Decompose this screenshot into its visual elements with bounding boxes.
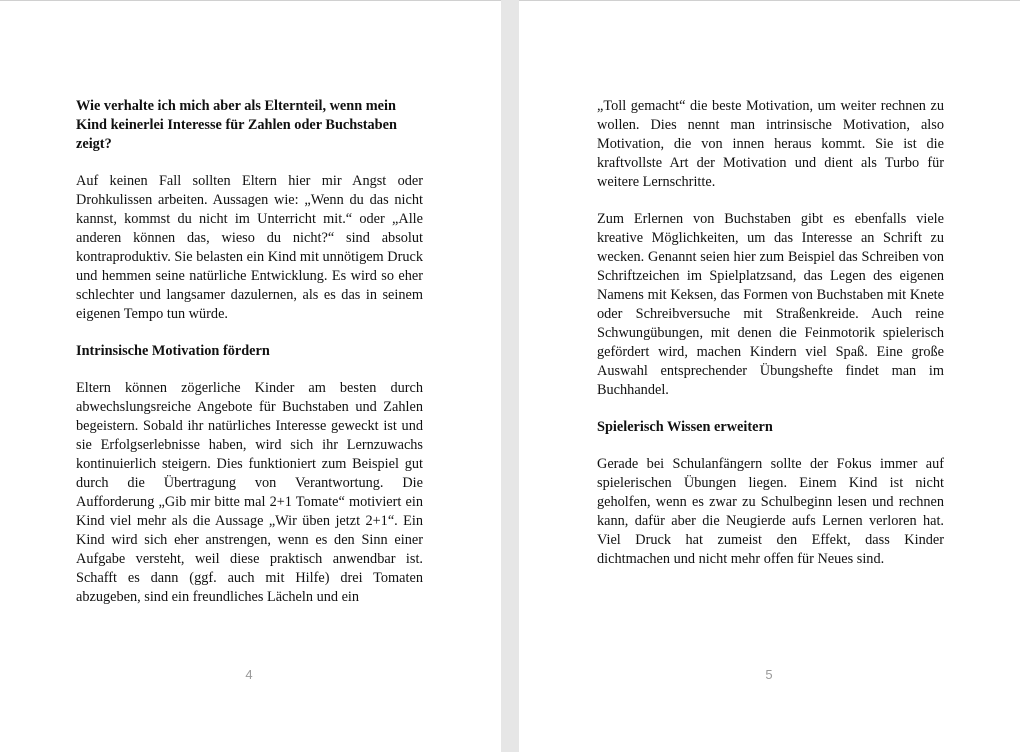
section-heading: Wie verhalte ich mich aber als Elternteil, wenn mein Kind keinerlei Interesse für Zahlen oder Buchstaben zeigt? xyxy=(76,98,397,152)
page-body xyxy=(597,97,944,569)
section-heading: Intrinsische Motivation fördern xyxy=(76,343,270,359)
document-page-left xyxy=(0,0,501,752)
body-paragraph: „Toll gemacht“ die beste Motivation, um weiter rechnen zu wollen. Dies nennt man intrinsische Motivation, also Motivation, die von innen heraus kommt. Sie ist die kraftvollste Art der Motivation und dient als Turbo für weitere Lernschritte. xyxy=(597,98,944,190)
page-body xyxy=(76,97,423,607)
body-paragraph: Zum Erlernen von Buchstaben gibt es ebenfalls viele kreative Möglichkeiten, um das Interesse an Schrift zu wecken. Genannt seien hier zum Beispiel das Schreiben von Schriftzeichen im Spielplatzsand, das Legen des eigenen Namens mit Keksen, das Formen von Buchstaben mit Knete oder Schreibversuche mit Straßenkreide. Auch reine Schwungübungen, mit denen die Feinmotorik spielerisch gefördert wird, machen Kindern viel Spaß. Eine große Auswahl entsprechender Übungshefte findet man im Buchhandel. xyxy=(597,211,944,398)
section-heading: Spielerisch Wissen erweitern xyxy=(597,419,773,435)
body-paragraph: Auf keinen Fall sollten Eltern hier mir Angst oder Drohkulissen arbeiten. Aussagen wie: „Wenn du das nicht kannst, kommst du nicht im Unterricht mit.“ oder „Alle anderen können das, wieso du nicht?“ sind absolut kontraproduktiv. Sie belasten ein Kind mit unnötigem Druck und hemmen seine natürliche Entwicklung. Es wird so eher schlechter und langsamer dazulernen, als es das in seinem eigenen Tempo tun würde. xyxy=(76,173,423,322)
page-number: 4 xyxy=(245,667,253,682)
page-number: 5 xyxy=(765,667,773,682)
body-paragraph: Gerade bei Schulanfängern sollte der Fokus immer auf spielerischen Übungen liegen. Einem Kind ist nicht geholfen, wenn es zwar zu Schulbeginn lesen und rechnen kann, dafür aber die Neugierde aufs Lernen verloren hat. Viel Druck hat zumeist den Effekt, dass Kinder dichtmachen und nicht mehr offen für Neues sind. xyxy=(597,456,944,567)
document-page-right xyxy=(519,0,1020,752)
body-paragraph: Eltern können zögerliche Kinder am besten durch abwechslungsreiche Angebote für Buchstaben und Zahlen begeistern. Sobald ihr natürliches Interesse geweckt ist und sie Erfolgserlebnisse haben, wird sich ihr Lernzuwachs kontinuierlich steigern. Dies funktioniert zum Beispiel gut durch die Übertragung von Verantwortung. Die Aufforderung „Gib mir bitte mal 2+1 Tomate“ motiviert ein Kind viel mehr als die Aussage „Wir üben jetzt 2+1“. Ein Kind wird sich eher anstrengen, wenn es den Sinn einer Aufgabe versteht, weil diese praktisch anwendbar ist. Schafft es dann (ggf. auch mit Hilfe) drei Tomaten abzugeben, sind ein freundliches Lächeln und ein xyxy=(76,380,423,605)
